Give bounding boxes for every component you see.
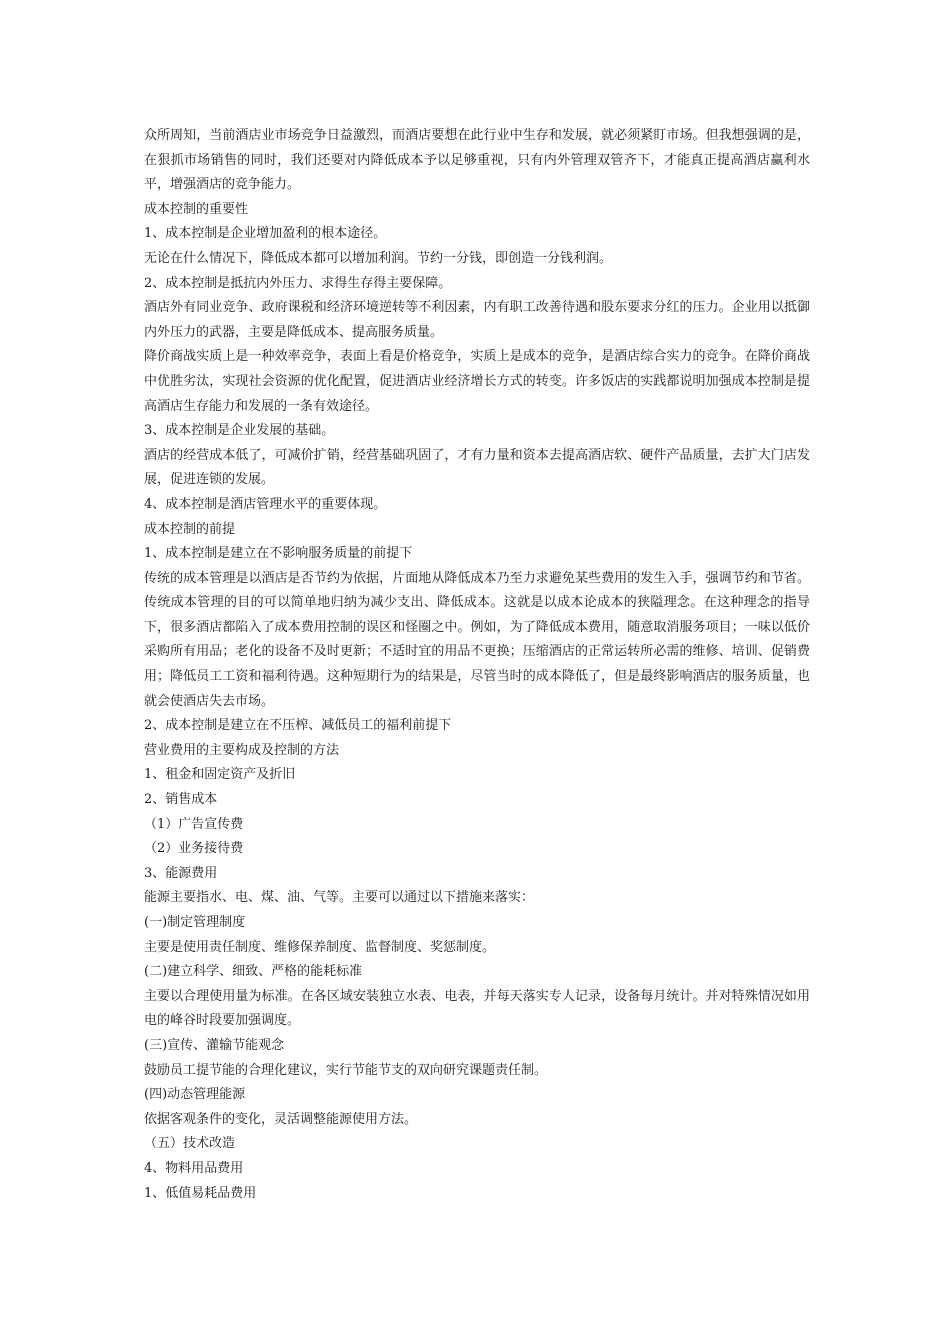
sub-heading: (二)建立科学、细致、严格的能耗标准 <box>144 964 363 980</box>
numbered-item: 1、租金和固定资产及折旧 <box>144 767 296 783</box>
numbered-item: 3、能源费用 <box>144 865 218 881</box>
numbered-item: 2、销售成本 <box>144 792 218 808</box>
numbered-item: 2、成本控制是建立在不压榨、减低员工的福利前提下 <box>144 718 452 734</box>
numbered-item: 3、成本控制是企业发展的基础。 <box>144 423 335 439</box>
body-paragraph: 降价商战实质上是一种效率竞争，表面上看是价格竞争，实质上是成本的竞争，是酒店综合实力的竞争。在降价商战中优胜劣汰，实现社会资源的优化配置，促进酒店业经济增长方式的转变。许多饭店的实践都说明加强成本控制是提高酒店生存能力和发展的一条有效途径。 <box>144 349 810 414</box>
numbered-item: 1、低值易耗品费用 <box>144 1185 257 1201</box>
numbered-item: 1、成本控制是企业增加盈利的根本途径。 <box>144 226 387 242</box>
sub-heading: （五）技术改造 <box>144 1136 236 1152</box>
body-paragraph: 主要是使用责任制度、维修保养制度、监督制度、奖惩制度。 <box>144 939 496 955</box>
section-heading: 成本控制的重要性 <box>144 201 249 217</box>
body-paragraph: 鼓励员工提节能的合理化建议，实行节能节支的双向研究课题责任制。 <box>144 1062 548 1078</box>
body-paragraph: 主要以合理使用量为标准。在各区域安装独立水表、电表，并每天落实专人记录，设备每月统计。并对特殊情况如用电的峰谷时段要加强调度。 <box>144 988 810 1029</box>
numbered-item: 2、成本控制是抵抗内外压力、求得生存得主要保障。 <box>144 275 452 291</box>
body-paragraph: 能源主要指水、电、煤、油、气等。主要可以通过以下措施来落实： <box>144 890 535 906</box>
numbered-item: 4、物料用品费用 <box>144 1160 244 1176</box>
document-body <box>144 124 810 1206</box>
body-paragraph: 酒店外有同业竞争、政府课税和经济环境逆转等不利因素，内有职工改善待遇和股东要求分红的压力。企业用以抵御内外压力的武器，主要是降低成本、提高服务质量。 <box>144 300 810 340</box>
body-paragraph: 传统的成本管理是以酒店是否节约为依据，片面地从降低成本乃至力求避免某些费用的发生入手，强调节约和节省。传统成本管理的目的可以简单地归纳为减少支出、降低成本。这就是以成本论成本的狭隘理念。在这种理念的指导下，很多酒店都陷入了成本费用控制的误区和怪圈之中。例如，为了降低成本费用，随意取消服务项目；一味以低价采购所有用品；老化的设备不及时更新；不适时宜的用品不更换；压缩酒店的正常运转所必需的维修、培训、促销费用；降低员工工资和福利待遇。这种短期行为的结果是，尽管当时的成本降低了，但是最终影响酒店的服务质量，也就会使酒店失去市场。 <box>144 570 810 709</box>
sub-heading: (三)宣传、灌输节能观念 <box>144 1037 285 1053</box>
body-paragraph: 酒店的经营成本低了，可减价扩销，经营基础巩固了，才有力量和资本去提高酒店软、硬件产品质量，去扩大门店发展，促进连锁的发展。 <box>144 447 810 488</box>
section-heading: 成本控制的前提 <box>144 521 236 537</box>
numbered-item: 4、成本控制是酒店管理水平的重要体现。 <box>144 496 387 512</box>
sub-heading: (一)制定管理制度 <box>144 915 246 930</box>
body-paragraph: 依据客观条件的变化，灵活调整能源使用方法。 <box>144 1111 418 1127</box>
section-heading: 营业费用的主要构成及控制的方法 <box>144 742 340 758</box>
sub-item: （2）业务接待费 <box>144 841 244 857</box>
numbered-item: 1、成本控制是建立在不影响服务质量的前提下 <box>144 546 413 562</box>
sub-item: （1）广告宣传费 <box>144 816 244 832</box>
body-paragraph: 无论在什么情况下，降低成本都可以增加利润。节约一分钱，即创造一分钱利润。 <box>144 250 613 266</box>
intro-paragraph: 众所周知，当前酒店业市场竞争日益激烈，而酒店要想在此行业中生存和发展，就必须紧盯市场。但我想强调的是，在狠抓市场销售的同时，我们还要对内降低成本予以足够重视，只有内外管理双管齐下，才能真正提高酒店赢利水平，增强酒店的竞争能力。 <box>144 128 810 193</box>
sub-heading: (四)动态管理能源 <box>144 1087 246 1103</box>
